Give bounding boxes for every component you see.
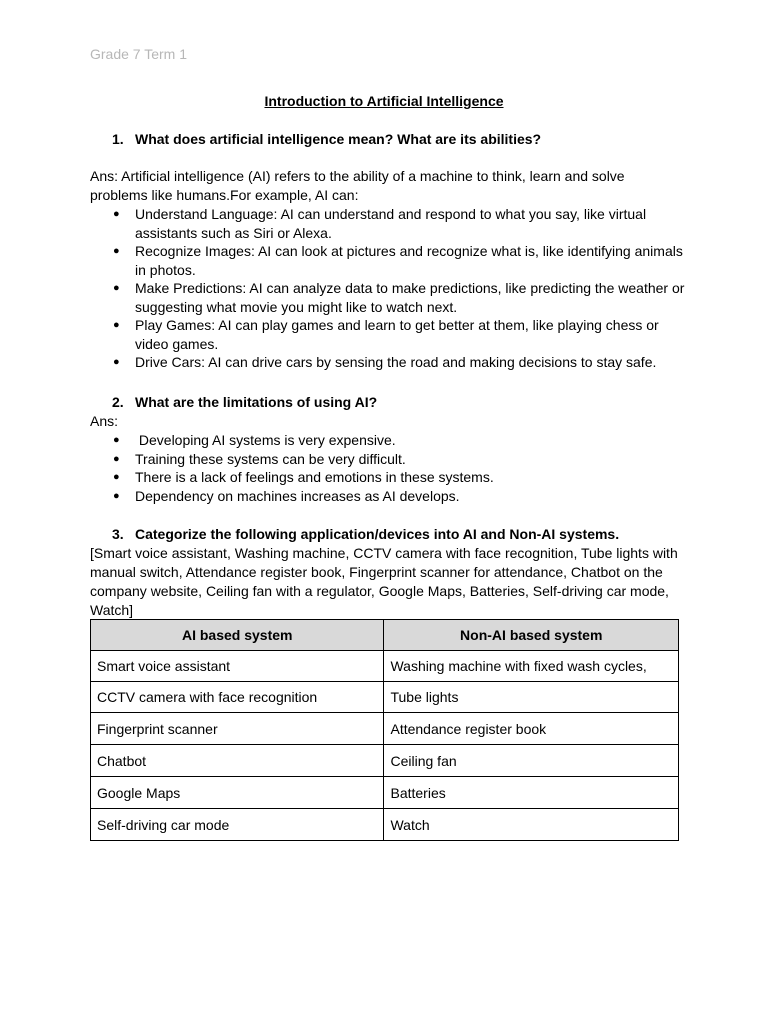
question-1-heading xyxy=(112,131,541,147)
list-item: ● There is a lack of feelings and emotions in these systems. xyxy=(113,469,494,485)
answer-1-line-1: Ans: Artificial intelligence (AI) refers to the ability of a machine to think, learn and solve xyxy=(90,168,625,184)
ai-cell: Chatbot xyxy=(91,745,384,777)
bullet-icon: ● xyxy=(113,489,120,502)
list-item: ● Make Predictions: AI can analyze data to make predictions, like predicting the weather or suggesting what movie you might like to watch next. xyxy=(113,280,685,315)
question-2-number: 2. xyxy=(112,394,124,410)
table-row xyxy=(91,713,679,745)
list-item: ● Drive Cars: AI can drive cars by sensing the road and making decisions to stay safe. xyxy=(113,354,657,370)
bullet-icon: ● xyxy=(113,452,120,465)
device-list-line-2: manual switch, Attendance register book, Fingerprint scanner for attendance, Chatbot on the xyxy=(90,564,663,580)
ai-cell: Fingerprint scanner xyxy=(91,713,384,745)
non-ai-cell: Tube lights xyxy=(384,682,679,713)
categorization-table xyxy=(90,619,679,841)
list-item: ● Dependency on machines increases as AI develops. xyxy=(113,487,460,504)
non-ai-cell: Batteries xyxy=(384,777,679,809)
column-header-ai: AI based system xyxy=(91,620,384,651)
question-3-number: 3. xyxy=(112,526,124,542)
ai-cell: Self-driving car mode xyxy=(91,809,384,841)
table-row xyxy=(91,745,679,777)
question-2-heading xyxy=(112,394,377,410)
device-list-line-1: [Smart voice assistant, Washing machine, CCTV camera with face recognition, Tube lights with xyxy=(90,545,678,561)
device-list-line-4: Watch] xyxy=(90,602,134,618)
list-item: ● Training these systems can be very difficult. xyxy=(113,450,406,467)
question-3-device-list xyxy=(90,544,690,620)
bullet-icon: ● xyxy=(113,282,120,294)
device-list-line-3: company website, Ceiling fan with a regulator, Google Maps, Batteries, Self-driving car mode, xyxy=(90,583,669,599)
bullet-icon: ● xyxy=(113,356,120,368)
question-2-bullet-list xyxy=(90,431,690,505)
table-row xyxy=(91,777,679,809)
non-ai-cell: Ceiling fan xyxy=(384,745,679,777)
table-row xyxy=(91,809,679,841)
list-item: ● Recognize Images: AI can look at pictures and recognize what is, like identifying animals in photos. xyxy=(113,243,683,278)
bullet-icon: ● xyxy=(113,471,120,483)
bullet-icon: ● xyxy=(113,434,120,446)
question-1-bullet-list xyxy=(90,205,690,372)
question-1-number: 1. xyxy=(112,131,124,147)
ai-cell: Google Maps xyxy=(91,777,384,809)
bullet-icon: ● xyxy=(113,319,120,331)
table-row xyxy=(91,651,679,682)
bullet-icon: ● xyxy=(113,245,120,257)
question-3-heading xyxy=(112,526,619,542)
list-item: ● Developing AI systems is very expensive. xyxy=(113,432,396,448)
column-header-non-ai: Non-AI based system xyxy=(384,620,679,651)
non-ai-cell: Attendance register book xyxy=(384,713,679,745)
question-1-answer xyxy=(90,167,690,205)
non-ai-cell: Watch xyxy=(384,809,679,841)
question-1-text: What does artificial intelligence mean? What are its abilities? xyxy=(135,131,542,147)
page-title: Introduction to Artificial Intelligence xyxy=(264,93,504,109)
list-item: ● Understand Language: AI can understand and respond to what you say, like virtual assistants such as Siri or Alexa. xyxy=(113,206,647,241)
bullet-icon: ● xyxy=(113,208,120,220)
ai-cell: Smart voice assistant xyxy=(91,651,384,682)
non-ai-cell: Washing machine with fixed wash cycles, xyxy=(384,651,679,682)
table-row xyxy=(91,682,679,713)
ai-cell: CCTV camera with face recognition xyxy=(91,682,384,713)
question-2-text: What are the limitations of using AI? xyxy=(135,394,378,410)
question-3-text: Categorize the following application/devices into AI and Non-AI systems. xyxy=(135,526,620,542)
list-item: ● Play Games: AI can play games and learn to get better at them, like playing chess or video games. xyxy=(113,317,659,352)
table-header-row xyxy=(91,620,679,651)
answer-1-line-2: problems like humans.For example, AI can: xyxy=(90,187,359,203)
page-header: Grade 7 Term 1 xyxy=(90,46,188,62)
answer-2-label: Ans: xyxy=(90,413,119,429)
